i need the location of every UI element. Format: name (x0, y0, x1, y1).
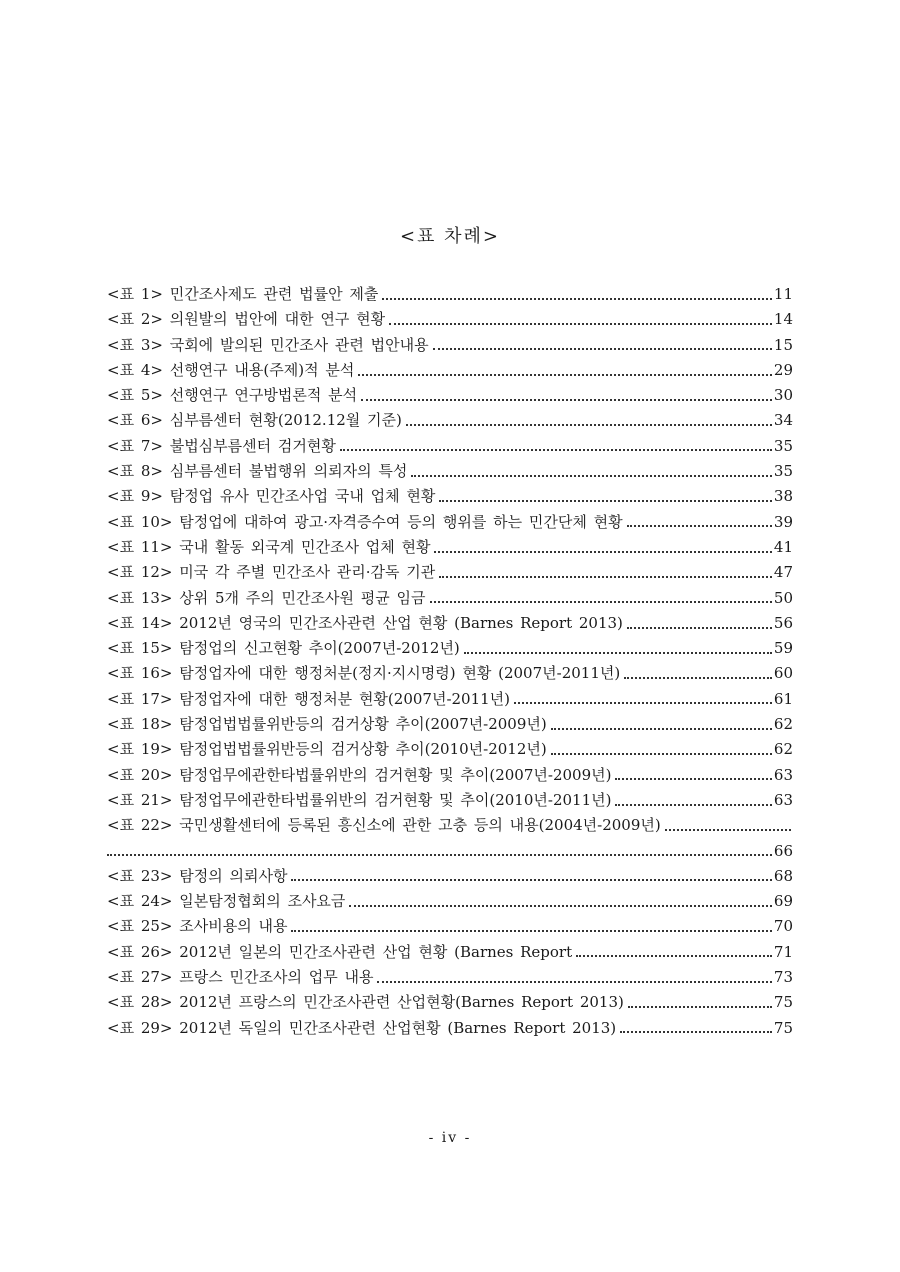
toc-entry-label: <표 6> 심부름센터 현황(2012.12월 기준) (107, 411, 402, 430)
toc-entry[interactable] (107, 889, 793, 914)
toc-entry-label: <표 26> 2012년 일본의 민간조사관련 산업 현황 (Barnes Report (107, 942, 573, 961)
dot-leader (434, 551, 771, 553)
dot-leader (464, 652, 772, 654)
toc-entry-label: <표 22> 국민생활센터에 등록된 흥신소에 관한 고충 등의 내용(2004년-2009년) (107, 816, 661, 835)
toc-entry[interactable] (107, 611, 793, 636)
toc-entry[interactable] (107, 535, 793, 560)
toc-entry-label: <표 2> 의원발의 법안에 대한 연구 현황 (107, 310, 386, 329)
dot-leader (551, 753, 772, 755)
dot-leader (439, 500, 772, 502)
toc-entry[interactable] (107, 788, 793, 813)
dot-leader (615, 804, 771, 806)
toc-entry-page: 59 (773, 639, 793, 658)
toc-entry-page: 30 (773, 386, 793, 405)
toc-entry-page: 35 (773, 462, 793, 481)
toc-entry-label: <표 7> 불법심부름센터 검거현황 (107, 436, 336, 455)
toc-entry[interactable] (107, 586, 793, 611)
toc-entry-page: 63 (773, 790, 793, 809)
toc-entry-label: <표 9> 탐정업 유사 민간조사업 국내 업체 현황 (107, 487, 436, 506)
toc-entry-page: 63 (773, 765, 793, 784)
toc-entry[interactable] (107, 965, 793, 990)
dot-leader (627, 627, 772, 629)
dot-leader (361, 399, 772, 401)
toc-entry-page: 70 (773, 917, 793, 936)
toc-entry-page: 75 (773, 1018, 793, 1037)
toc-entry[interactable] (107, 712, 793, 737)
toc-entry-page: 66 (773, 841, 793, 860)
toc-entry-label: <표 25> 조사비용의 내용 (107, 917, 288, 936)
toc-entry-label: <표 18> 탐정업법법률위반등의 검거상황 추이(2007년-2009년) (107, 715, 547, 734)
toc-entry[interactable] (107, 914, 793, 939)
toc-entry[interactable] (107, 864, 793, 889)
toc-entry[interactable] (107, 990, 793, 1015)
toc-entry-page: 56 (773, 613, 793, 632)
dot-leader (433, 348, 772, 350)
toc-entry-page: 47 (773, 563, 793, 582)
toc-entry-page: 62 (773, 740, 793, 759)
toc-entry-label: <표 1> 민간조사제도 관련 법률안 제출 (107, 285, 379, 303)
toc-entry-page: 41 (773, 537, 793, 556)
toc-entry[interactable] (107, 484, 793, 509)
toc-entry-page: 15 (773, 335, 793, 354)
toc-entry-page: 29 (773, 360, 793, 379)
toc-entry[interactable] (107, 813, 793, 838)
toc-entry-page: 71 (773, 942, 793, 961)
dot-leader (624, 677, 772, 679)
toc-entry-label: <표 21> 탐정업무에관한타법률위반의 검거현황 및 추이(2010년-2011년) (107, 790, 612, 809)
toc-entry[interactable] (107, 661, 793, 686)
toc-entry-label: <표 10> 탐정업에 대하여 광고·자격증수여 등의 행위를 하는 민간단체 현황 (107, 512, 623, 531)
toc-entry-page: 62 (773, 715, 793, 734)
toc-entry-label: <표 14> 2012년 영국의 민간조사관련 산업 현황 (Barnes Report 2013) (107, 613, 623, 632)
page-title: <표 차례> (399, 226, 501, 247)
toc-entry-label: <표 24> 일본탐정협회의 조사요금 (107, 892, 346, 911)
toc-entry-label: <표 11> 국내 활동 외국계 민간조사 업체 현황 (107, 537, 431, 556)
toc-entry-label: <표 17> 탐정업자에 대한 행정처분 현황(2007년-2011년) (107, 689, 511, 708)
toc-entry-label: <표 8> 심부름센터 불법행위 의뢰자의 특성 (107, 462, 408, 481)
toc-entry-page: 50 (773, 588, 793, 607)
dot-leader (411, 475, 772, 477)
dot-leader (627, 525, 772, 527)
toc-entry-label: <표 28> 2012년 프랑스의 민간조사관련 산업현황(Barnes Report 2013) (107, 993, 624, 1012)
toc-entry-label: <표 5> 선행연구 연구방법론적 분석 (107, 386, 358, 405)
toc-entry-page: 14 (773, 310, 793, 329)
toc-entry[interactable] (107, 434, 793, 459)
toc-entry-page: 61 (773, 689, 793, 708)
toc-entry-page: 69 (773, 892, 793, 911)
toc-entry[interactable] (107, 383, 793, 408)
toc-entry-page: 34 (773, 411, 793, 430)
toc-entry[interactable] (107, 636, 793, 661)
toc-entry[interactable] (107, 560, 793, 585)
toc-entry[interactable] (107, 459, 793, 484)
toc-entry-continuation[interactable] (107, 839, 793, 864)
dot-leader (430, 601, 772, 603)
toc-entry-page: 38 (773, 487, 793, 506)
dot-leader (439, 576, 772, 578)
dot-leader (291, 930, 771, 932)
toc-entry-page: 35 (773, 436, 793, 455)
toc-entry[interactable] (107, 358, 793, 383)
toc-entry-page: 11 (773, 285, 793, 303)
dot-leader (628, 1006, 772, 1008)
toc-entry[interactable] (107, 333, 793, 358)
toc-entry[interactable] (107, 282, 793, 307)
toc-entry[interactable] (107, 687, 793, 712)
toc-entry-page: 39 (773, 512, 793, 531)
dot-leader (382, 298, 772, 300)
dot-leader (551, 728, 772, 730)
dot-leader (107, 854, 772, 856)
toc-entry-label: <표 3> 국회에 발의된 민간조사 관련 법안내용 (107, 335, 429, 354)
toc-entry-label: <표 29> 2012년 독일의 민간조사관련 산업현황 (Barnes Report 2013) (107, 1018, 617, 1037)
dot-leader (349, 905, 771, 907)
toc-entry[interactable] (107, 510, 793, 535)
toc-entry-label: <표 16> 탐정업자에 대한 행정처분(정지·지시명령) 현황 (2007년-2011년) (107, 664, 621, 683)
dot-leader (665, 829, 791, 831)
toc-entry-label: <표 13> 상위 5개 주의 민간조사원 평균 임금 (107, 588, 426, 607)
toc-entry-page: 75 (773, 993, 793, 1012)
toc-entry[interactable] (107, 737, 793, 762)
dot-leader (615, 778, 771, 780)
dot-leader (340, 449, 772, 451)
toc-entry[interactable] (107, 940, 793, 965)
toc-entry-label: <표 27> 프랑스 민간조사의 업무 내용 (107, 968, 374, 987)
toc-entry-page: 60 (773, 664, 793, 683)
toc-entry-page: 73 (773, 968, 793, 987)
toc-entry[interactable] (107, 307, 793, 332)
dot-leader (291, 879, 771, 881)
toc-entry-label: <표 23> 탐정의 의뢰사항 (107, 866, 288, 885)
page-number: - iv - (428, 1130, 472, 1146)
toc-entry[interactable] (107, 408, 793, 433)
dot-leader (406, 424, 772, 426)
toc-entry[interactable] (107, 1016, 793, 1041)
dot-leader (358, 374, 772, 376)
toc-entry-page: 68 (773, 866, 793, 885)
dot-leader (620, 1031, 772, 1033)
toc-entry-label: <표 4> 선행연구 내용(주제)적 분석 (107, 360, 355, 379)
dot-leader (514, 702, 772, 704)
table-of-contents (107, 282, 793, 1041)
dot-leader (576, 955, 772, 957)
toc-entry-label: <표 15> 탐정업의 신고현황 추이(2007년-2012년) (107, 639, 460, 658)
dot-leader (389, 323, 772, 325)
dot-leader (377, 981, 771, 983)
toc-entry-label: <표 12> 미국 각 주별 민간조사 관리·감독 기관 (107, 563, 436, 582)
toc-entry-label: <표 19> 탐정업법법률위반등의 검거상황 추이(2010년-2012년) (107, 740, 547, 759)
toc-entry[interactable] (107, 763, 793, 788)
toc-entry-label: <표 20> 탐정업무에관한타법률위반의 검거현황 및 추이(2007년-2009년) (107, 765, 612, 784)
